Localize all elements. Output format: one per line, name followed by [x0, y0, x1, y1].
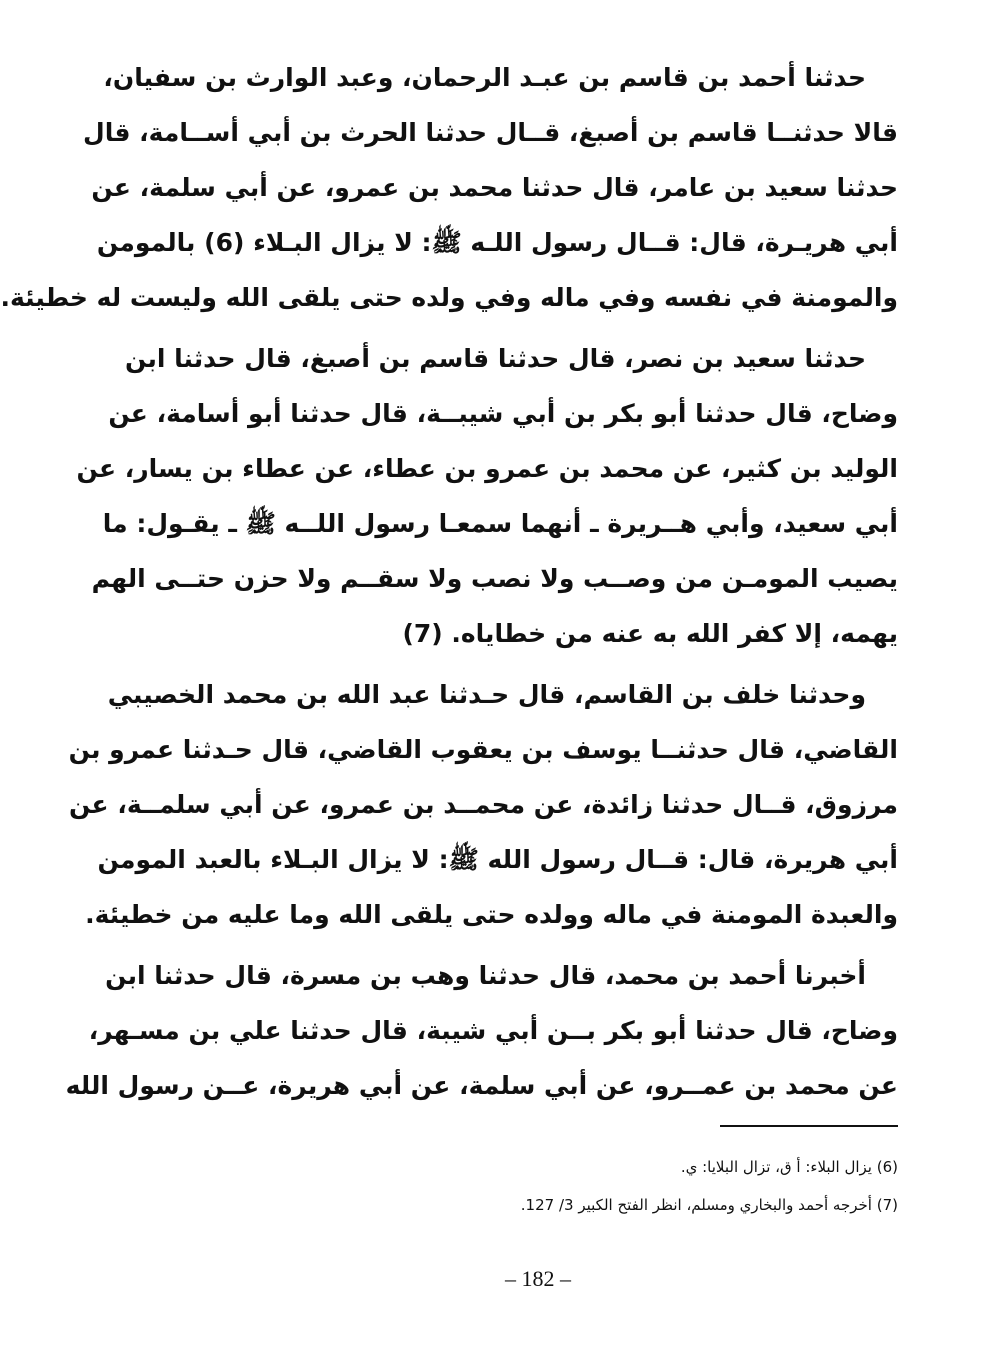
- text-line: وحدثنا خلف بن القاسم، قال حـدثنا عبد الله بن محمد الخصيبي: [107, 680, 866, 709]
- footnote-separator: [720, 1125, 898, 1127]
- text-line: عن محمد بن عمــرو، عن أبي سلمة، عن أبي هريرة، عــن رسول الله: [65, 1071, 898, 1100]
- text-line: وضاح، قال حدثنا أبو بكر بــن أبي شيبة، قال حدثنا علي بن مسـهر،: [88, 1016, 898, 1045]
- text-line: يصيب المومـن من وصــب ولا نصب ولا سقــم ولا حزن حتــى الهم: [91, 564, 898, 593]
- footnote-6: (6) يزال البلاء: أ ق، تزال البلايا: ي.: [680, 1158, 898, 1176]
- main-text: [0, 50, 898, 1119]
- text-line: حدثنا سعيد بن نصر، قال حدثنا قاسم بن أصبغ، قال حدثنا ابن: [124, 344, 866, 373]
- paragraph-2: [76, 331, 898, 661]
- page-number: – 182 –: [505, 1266, 571, 1291]
- text-line: حدثنا أحمد بن قاسم بن عبـد الرحمان، وعبد الوارث بن سفيان،: [103, 63, 866, 92]
- text-line: أبي سعيد، وأبي هــريرة ـ أنهما سمعـا رسول اللــه ﷺ ـ يقـول: ما: [102, 509, 898, 538]
- text-line: أبي هريرة، قال: قــال رسول الله ﷺ: لا يزال البـلاء بالعبد المومن: [97, 845, 898, 874]
- text-line: والعبدة المومنة في ماله وولده حتى يلقى الله وما عليه من خطيئة.: [85, 900, 898, 929]
- text-line: يهمه، إلا كفر الله به عنه من خطاياه. (7): [402, 619, 898, 648]
- text-line: والمومنة في نفسه وفي ماله وفي ولده حتى يلقى الله وليست له خطيئة.: [0, 283, 898, 312]
- text-line: الوليد بن كثير، عن محمد بن عمرو بن عطاء، عن عطاء بن يسار، عن: [76, 454, 898, 483]
- footnotes: [380, 1148, 898, 1224]
- text-line: وضاح، قال حدثنا أبو بكر بن أبي شيبــة، قال حدثنا أبو أسامة، عن: [108, 399, 898, 428]
- text-line: حدثنا سعيد بن عامر، قال حدثنا محمد بن عمرو، عن أبي سلمة، عن: [91, 173, 898, 202]
- text-line: قالا حدثنــا قاسم بن أصبغ، قــال حدثنا الحرث بن أبي أســامة، قال: [83, 118, 898, 147]
- paragraph-1: [0, 50, 898, 325]
- text-line: أخبرنا أحمد بن محمد، قال حدثنا وهب بن مسرة، قال حدثنا ابن: [105, 961, 866, 990]
- paragraph-3: [68, 667, 898, 942]
- text-line: أبي هريـرة، قال: قــال رسول اللـه ﷺ: لا يزال البـلاء (6) بالمومن: [96, 228, 898, 257]
- footnote-7: (7) أخرجه أحمد والبخاري ومسلم، انظر الفتح الكبير 3/ 127.: [520, 1196, 898, 1214]
- text-line: القاضي، قال حدثنــا يوسف بن يعقوب القاضي، قال حـدثنا عمرو بن: [68, 735, 898, 764]
- paragraph-4: [65, 948, 898, 1113]
- text-line: مرزوق، قــال حدثنا زائدة، عن محمــد بن عمرو، عن أبي سلمــة، عن: [69, 790, 898, 819]
